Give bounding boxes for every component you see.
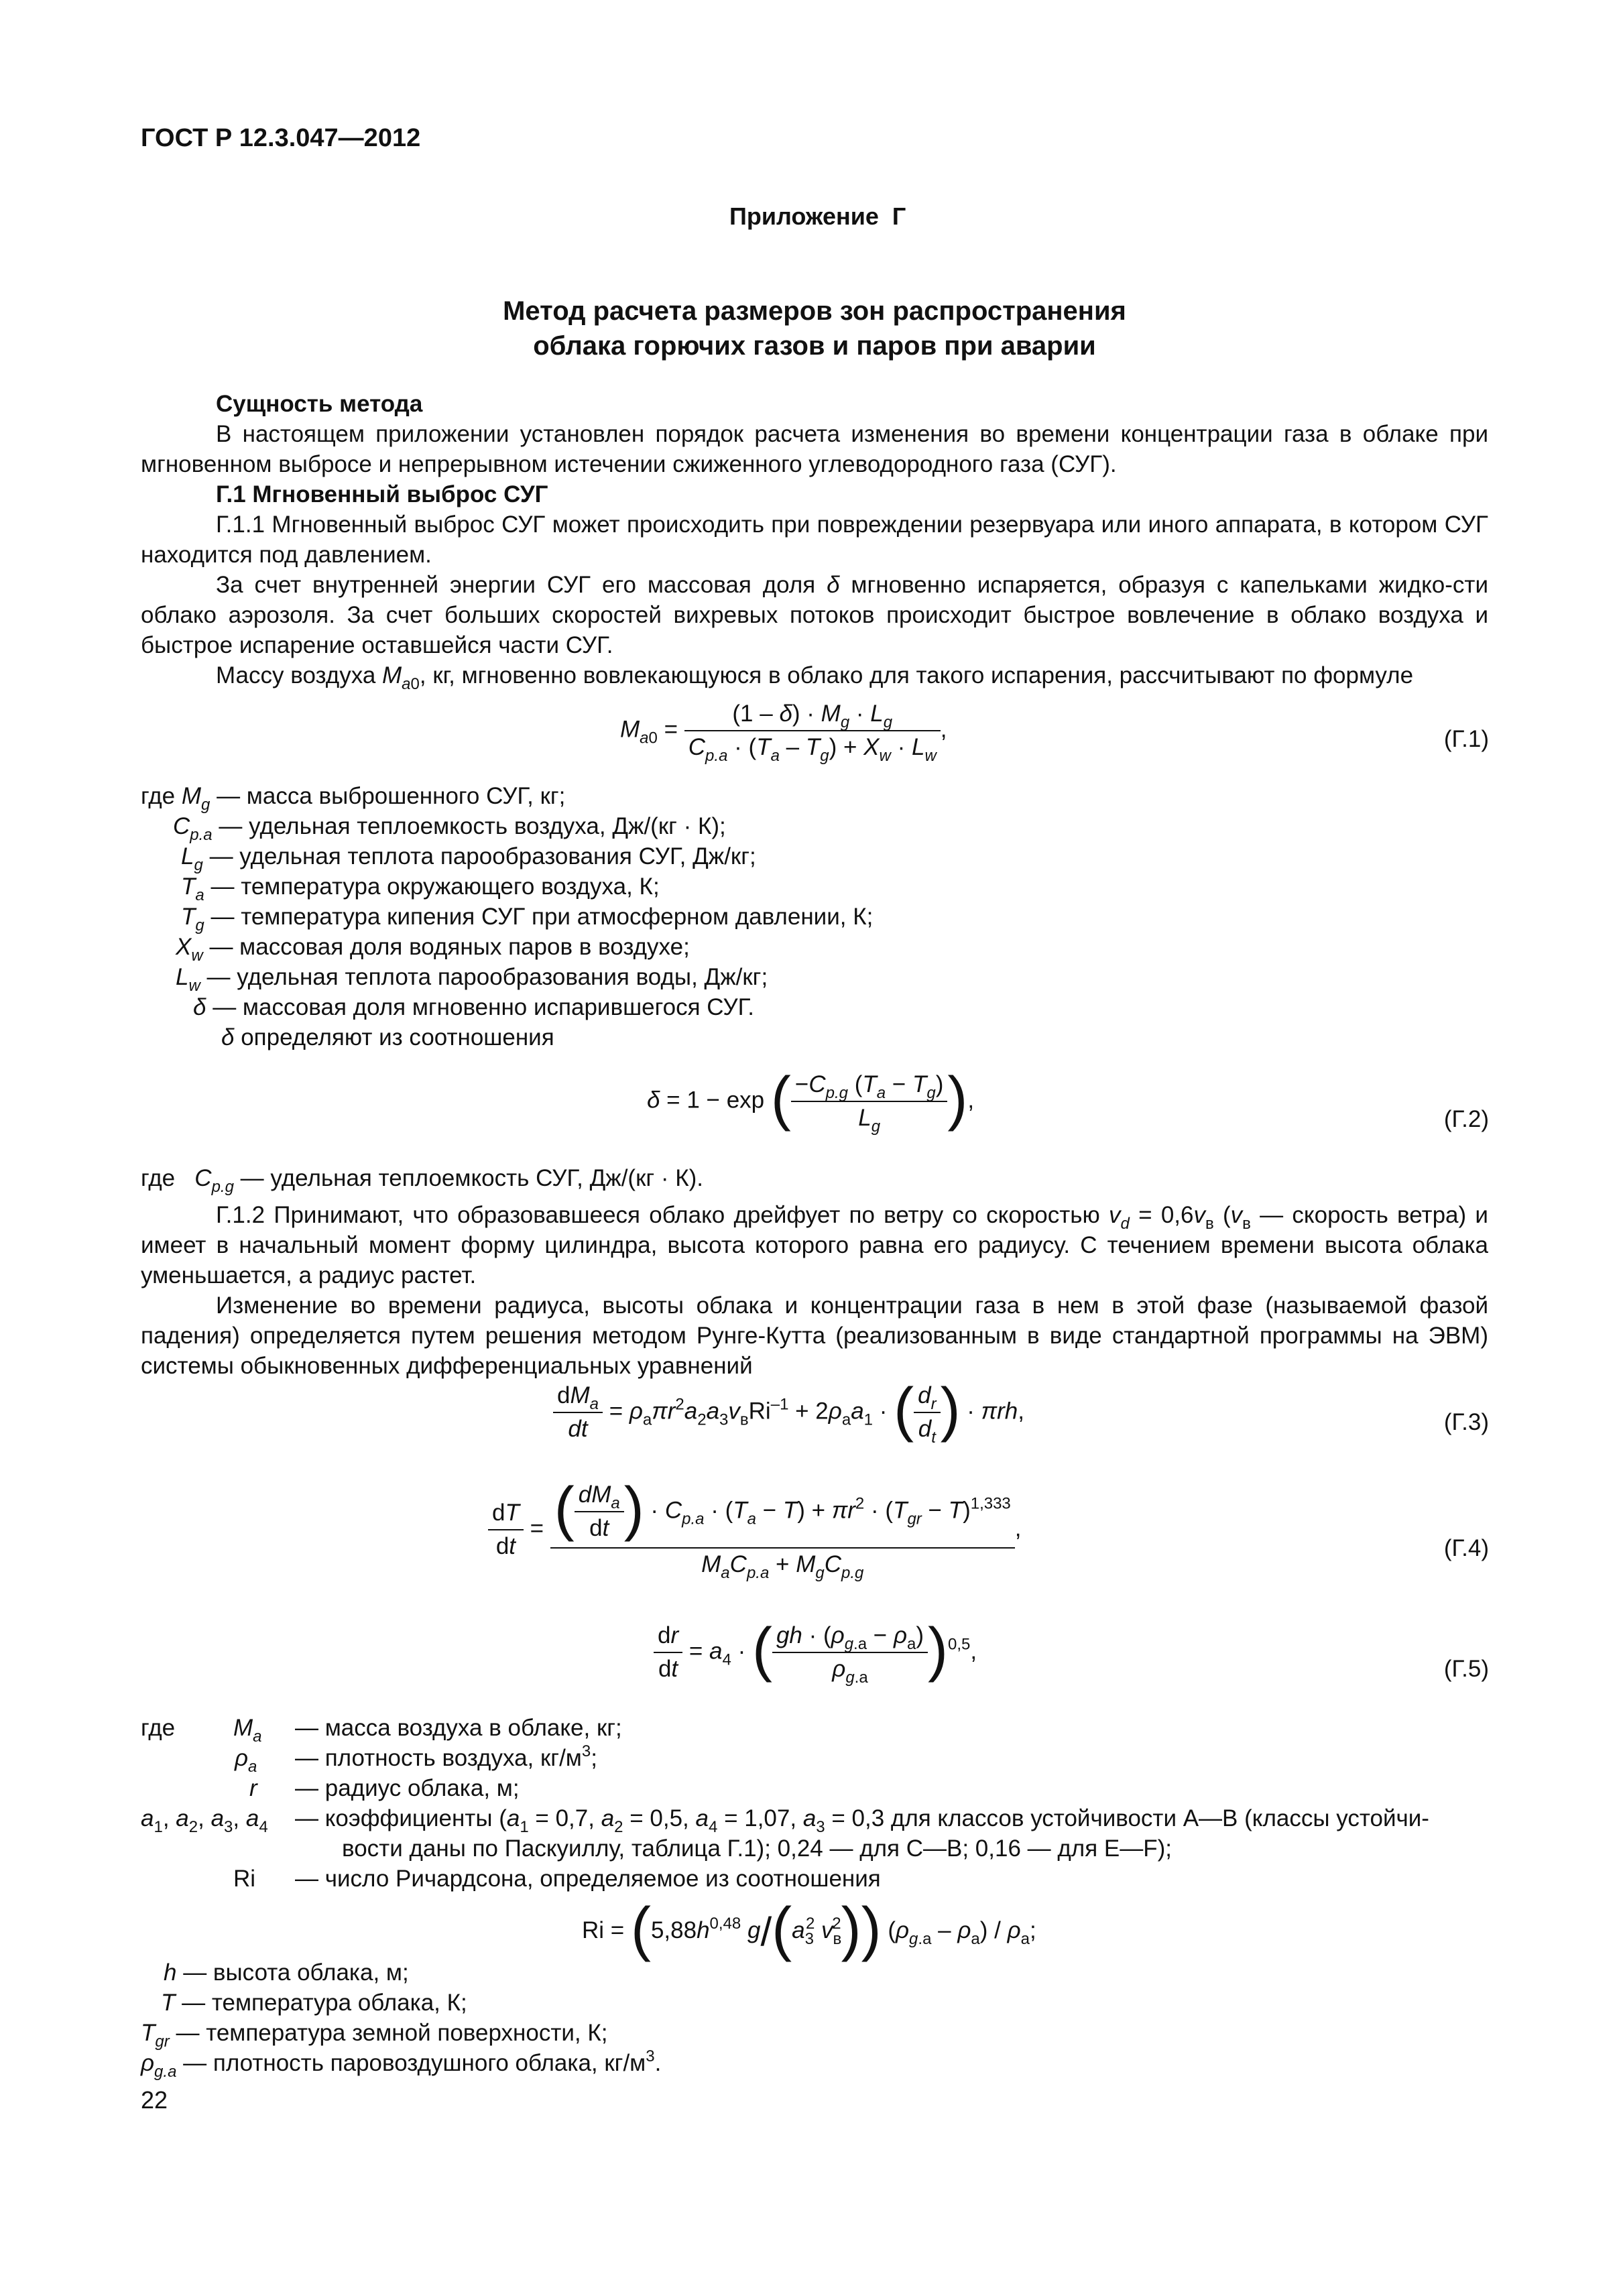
essence-heading: Сущность метода bbox=[216, 391, 423, 417]
g5-fraction: $\frac{gh \cdot (\rho_{g.a} - \rho_a)}{\rho_{g.a}}$ bbox=[772, 1622, 928, 1683]
equation-number-g3: (Г.3) bbox=[1443, 1409, 1489, 1435]
g2-fraction: $\frac{-C_{p.g} (T_a - T_g)}{L_g}$ bbox=[791, 1071, 948, 1132]
legend-block-1: где $M_g$ — масса выброшенного СУГ, кг; $C_{p.a}$ — удельная теплоемкость воздуха, Дж/(кг · К); $L_g$ — удельная теплота парообразования СУГ, Дж/кг; $T_a$ — температура окружающего воздуха, К; $T_g$ — температура кипения СУГ при атмосферном давлении, К; $X_w$ — массовая доля водяных паров в воздухе; $L_w$ — удельная теплота парообразования воды, Дж/кг; δ — массовая доля мгновенно испарившегося СУГ. δ определяют из соотношения bbox=[141, 783, 874, 1050]
equation-g5: $\frac{dr}{dt}$ = $a_4$ · ( $\frac{gh \cdot (\rho_{g.a} - \rho_a)}{\rho_{g.a}}$ )$^{0,5}$, bbox=[654, 1622, 977, 1683]
legend-block-2: где $C_{p.g}$ — удельная теплоемкость СУГ, Дж/(кг · К). bbox=[141, 1165, 704, 1196]
g1-change-text: Изменение во времени радиуса, высоты облака и концентрации газа в нем в этой фазе (называемой фазой падения) определяется путем решения методом Рунге-Кутта (реализованным в виде стандартной программы на ЭВМ) системы обыкновенных дифференциальных уравнений bbox=[141, 1292, 1488, 1379]
equation-number-g4: (Г.4) bbox=[1443, 1535, 1489, 1561]
equation-g3: $\frac{dM_a}{dt}$ = $\rho_a\pi r^2a_2a_3v_вRi^{-1} + 2\rho_aa_1$ · ( $\frac{d_r}{d_t}$ ) · πrh, bbox=[553, 1382, 1024, 1443]
title-line-2: облака горючих газов и паров при аварии bbox=[533, 331, 1096, 361]
g1-fraction: $\frac{(1 - \delta) \cdot M_g \cdot L_g}{C_{p.a} \cdot (T_a - T_g) + X_w \cdot L_w}$ bbox=[684, 701, 941, 761]
document-code: ГОСТ Р 12.3.047—2012 bbox=[141, 124, 421, 152]
g1-heading: Г.1 Мгновенный выброс СУГ bbox=[216, 481, 548, 507]
appendix-title bbox=[141, 294, 1488, 363]
essence-text: В настоящем приложении установлен порядок расчета изменения во времени концентрации газа в облаке при мгновенном выбросе и непрерывном истечении сжиженного углеводородного газа (СУГ). bbox=[141, 421, 1488, 477]
title-line-1: Метод расчета размеров зон распространения bbox=[503, 296, 1126, 326]
appendix-label: Приложение Г bbox=[729, 202, 906, 230]
equation-g4: $\frac{dT}{dt}$ = ( $\frac{dM_a}{dt}$ ) · $C_{p.a} \cdot (T_a - T) + \pi r^2 \cdot (T_{gr} - T)^{1,333}$ $M_aC_{p.a} + M_gC_{p.g}$ , bbox=[488, 1482, 1022, 1578]
equation-number-g1: (Г.1) bbox=[1443, 726, 1489, 752]
equation-richardson: $Ri = (5,88h^{0,48}$ $g/(a_3^2$ $v_в^2$)) $(\rho_{g.a} - \rho_a) / \rho_a$; bbox=[582, 1895, 1036, 1963]
equation-number-g2: (Г.2) bbox=[1443, 1106, 1489, 1132]
equation-g2: δ = 1 − exp ( $\frac{-C_{p.g} (T_a - T_g)}{L_g}$ ), bbox=[647, 1065, 975, 1136]
g1-1-text: Г.1.1 Мгновенный выброс СУГ может происходить при повреждении резервуара или иного аппарата, в котором СУГ находится под давлением. bbox=[141, 511, 1488, 568]
g1-energy-text: За счет внутренней энергии СУГ его массовая доля δ мгновенно испаряется, образуя с капельками жидко-сти облако аэрозоля. За счет больших скоростей вихревых потоков происходит быстрое вовлечение в облако воздуха и быстрое испарение оставшейся части СУГ. bbox=[141, 572, 1488, 658]
page-number: 22 bbox=[141, 2086, 168, 2114]
g4-fraction: ( $\frac{dM_a}{dt}$ ) · $C_{p.a} \cdot (T_a - T) + \pi r^2 \cdot (T_{gr} - T)^{1,333}$ $M_aC_{p.a} + M_gC_{p.g}$ bbox=[550, 1482, 1015, 1578]
g1-air-text: Массу воздуха $M_{a0}$, кг, мгновенно вовлекающуюся в облако для такого испарения, рассчитывают по формуле bbox=[216, 662, 1414, 693]
g1-2-text: Г.1.2 Принимают, что образовавшееся облако дрейфует по ветру со скоростью $v_d = 0,6v_в$ ($v_в$ — скорость ветра) и имеет в начальный момент форму цилиндра, высота которого равна его радиусу. С течением времени высота облака уменьшается, а радиус растет. bbox=[141, 1202, 1488, 1288]
equation-g1: $M_{a0}$ = $\frac{(1 - \delta) \cdot M_g \cdot L_g}{C_{p.a} \cdot (T_a - T_g) + X_w \cdot L_w}$ , bbox=[620, 701, 947, 765]
equation-number-g5: (Г.5) bbox=[1443, 1656, 1489, 1682]
legend-block-4: h — высота облака, м; T — температура облака, К; $T_{gr}$ — температура земной поверхности, К; $\rho_{g.a}$ — плотность паровоздушного облака, $кг/м^3$. bbox=[141, 1959, 662, 2081]
